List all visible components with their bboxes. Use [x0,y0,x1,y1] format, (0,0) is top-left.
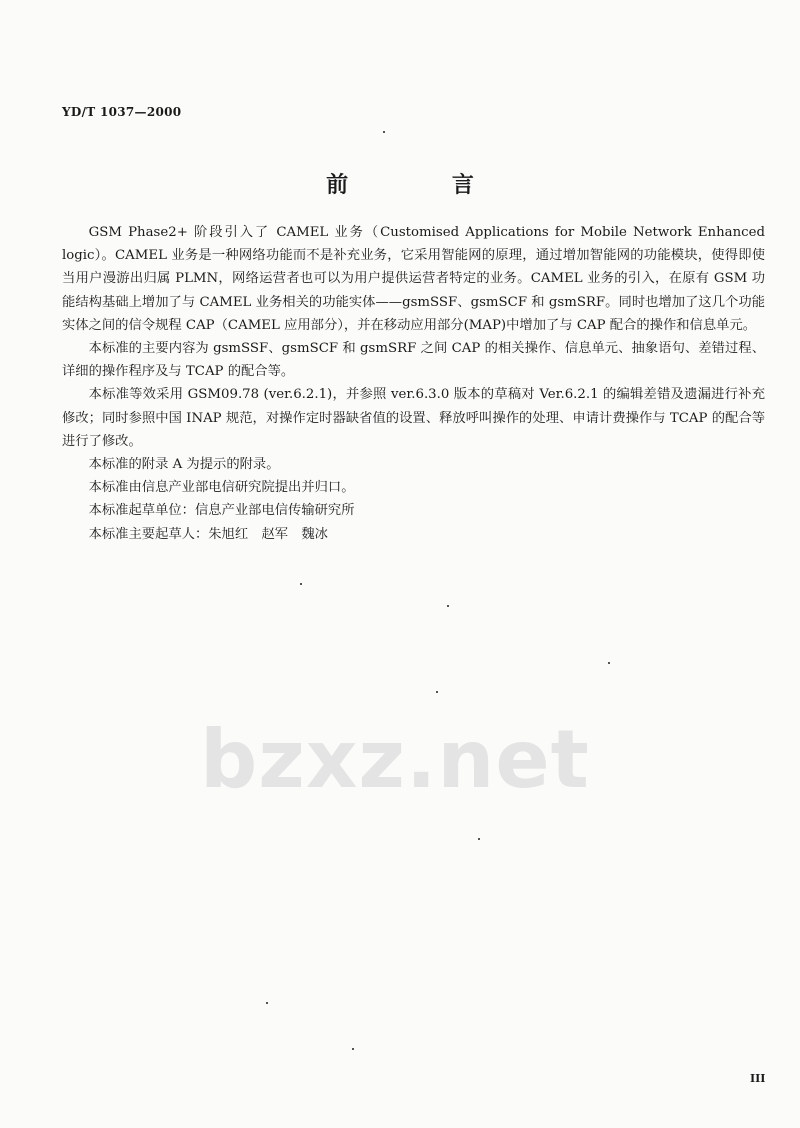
paragraph: 本标准的附录 A 为提示的附录。 [88,457,280,473]
scan-speck [300,583,302,585]
page-title: 前 言 [326,172,522,198]
scan-speck [352,1048,354,1050]
paragraph: 本标准起草单位：信息产业部电信传输研究所 [88,503,355,519]
scan-speck [266,1002,268,1004]
scan-speck [478,838,480,840]
paragraph: 本标准主要起草人：朱旭红 赵军 魏冰 [88,526,328,542]
document-id-header: YD/T 1037—2000 [62,105,182,119]
scan-speck [608,662,610,664]
watermark: bzxz.net [200,713,590,806]
scan-speck [447,605,449,607]
paragraph: 本标准等效采用 GSM09.78 (ver.6.2.1)，并参照 ver.6.3.0 版本的草稿对 Ver.6.2.1 的编辑差错及遗漏进行补充修改；同时参照中国 INAP 规范，对操作定时器缺省值的设置、释放呼叫操作的处理、申请计费操作与 TCAP 的配合等进行了修改。 [62,387,765,449]
paragraph: GSM Phase2+ 阶段引入了 CAMEL 业务（Customised Applications for Mobile Network Enhanced logic）。CAMEL 业务是一种网络功能而不是补充业务，它采用智能网的原理，通过增加智能网的功能模块，使得即使当用户漫游出归属 PLMN，网络运营者也可以为用户提供运营者特定的业务。CAMEL 业务的引入，在原有 GSM 功能结构基础上增加了与 CAMEL 业务相关的功能实体——gsmSSF、gsmSCF 和 gsmSRF。同时也增加了这几个功能实体之间的信令规程 CAP（CAMEL 应用部分），并在移动应用部分(MAP)中增加了与 CAP 配合的操作和信息单元。 [62,225,765,333]
page-number: III [750,1072,766,1085]
paragraph: 本标准由信息产业部电信研究院提出并归口。 [88,480,355,496]
paragraph: 本标准的主要内容为 gsmSSF、gsmSCF 和 gsmSRF 之间 CAP 的相关操作、信息单元、抽象语句、差错过程、详细的操作程序及与 TCAP 的配合等。 [62,341,765,380]
foreword-body [62,221,765,546]
scan-speck [436,691,438,693]
scan-speck [383,131,385,133]
